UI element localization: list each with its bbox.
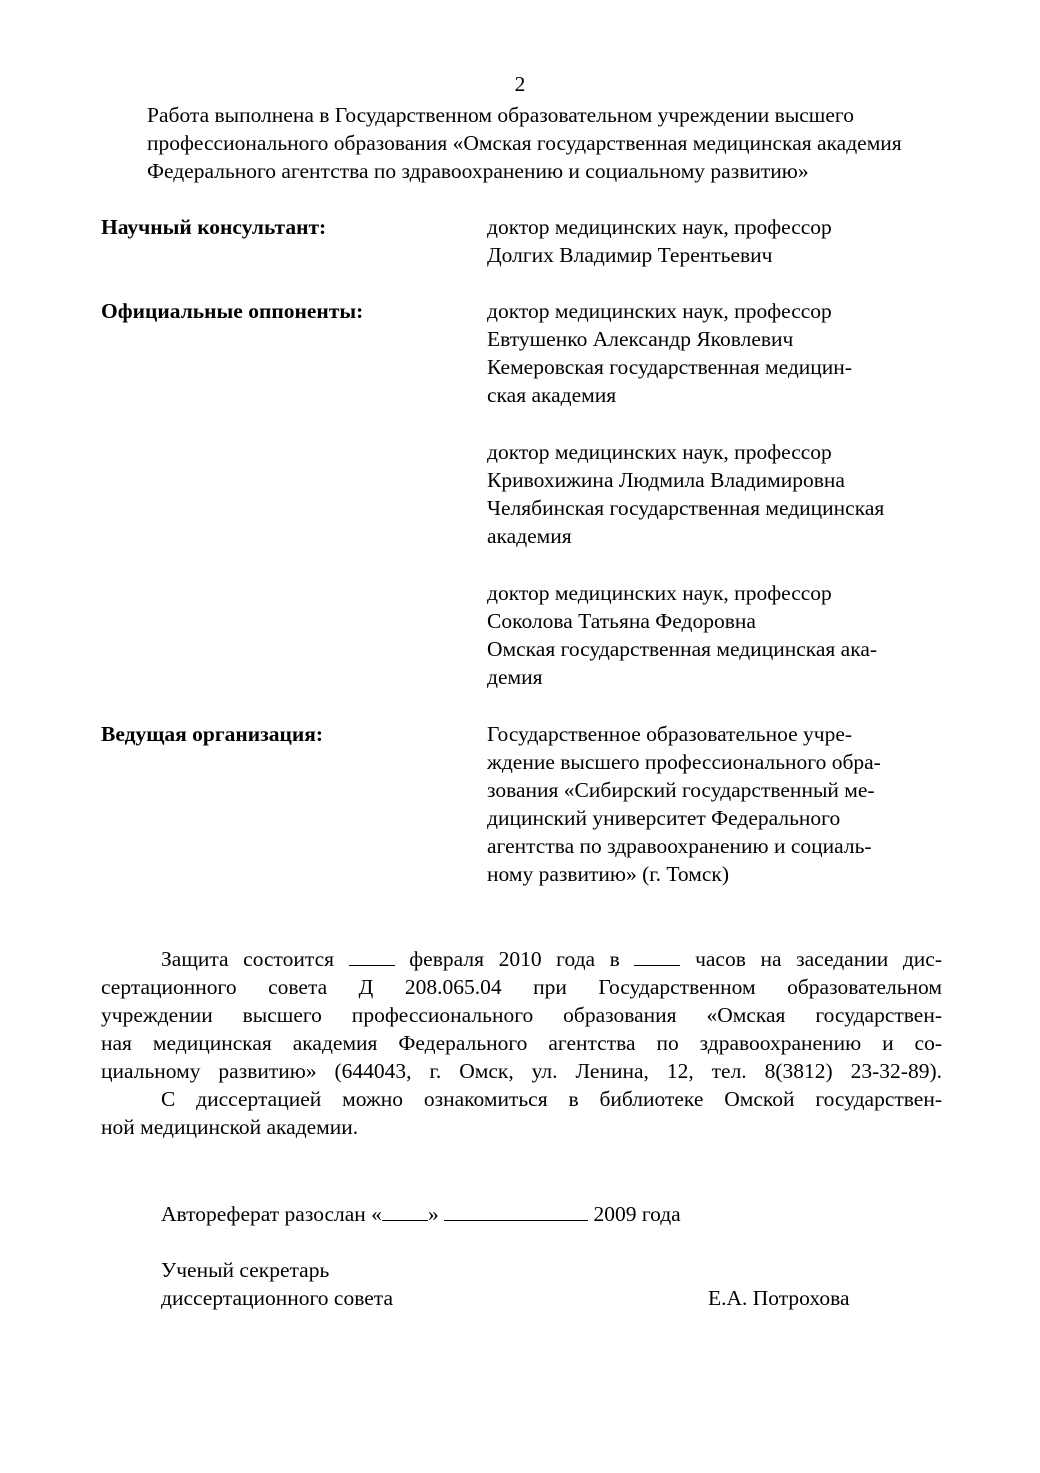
consultant-value <box>487 213 943 269</box>
opponent-line: Омская государственная медицинская ака- <box>487 637 878 661</box>
opponent-line: доктор медицинских наук, профессор <box>487 440 832 464</box>
intro-line: профессионального образования «Омская государственная медицинская академия <box>147 131 902 155</box>
intro-line: Федерального агентства по здравоохранению и социальному развитию» <box>147 159 809 183</box>
secretary-name: Е.А. Потрохова <box>708 1286 850 1310</box>
opponent-line: Челябинская государственная медицинская <box>487 496 885 520</box>
defense-line: ная медицинская академия Федерального агентства по здравоохранению и со- <box>101 1031 942 1055</box>
defense-text: февраля 2010 года в <box>409 947 620 971</box>
opponent-entry <box>487 438 943 550</box>
leading-org-value <box>487 720 943 888</box>
opponents-label: Официальные оппоненты: <box>101 299 364 323</box>
library-line: С диссертацией можно ознакомиться в библиотеке Омской государствен- <box>161 1087 942 1111</box>
defense-line: учреждении высшего профессионального образования «Омская государствен- <box>101 1003 942 1027</box>
opponent-line: Евтушенко Александр Яковлевич <box>487 327 794 351</box>
defense-line: циальному развитию» (644043, г. Омск, ул. Ленина, 12, тел. 8(3812) 23-32-89). <box>101 1059 942 1083</box>
defense-line <box>101 945 942 973</box>
defense-paragraph <box>101 945 942 1141</box>
opponent-entry <box>487 297 943 409</box>
leading-org-line: Государственное образовательное учре- <box>487 722 853 746</box>
opponent-line: доктор медицинских наук, профессор <box>487 581 832 605</box>
leading-org-line: дицинский университет Федерального <box>487 806 841 830</box>
opponent-line: Кривохижина Людмила Владимировна <box>487 468 845 492</box>
defense-line: сертационного совета Д 208.065.04 при Государственном образовательном <box>101 975 942 999</box>
sent-prefix: Автореферат разослан « <box>161 1202 382 1226</box>
leading-org-line: ному развитию» (г. Томск) <box>487 862 730 886</box>
intro-paragraph <box>101 101 942 185</box>
leading-org-line: зования «Сибирский государственный ме- <box>487 778 875 802</box>
opponent-line: ская академия <box>487 383 617 407</box>
defense-text: Защита состоится <box>161 947 335 971</box>
day-blank <box>349 945 395 966</box>
defense-text: часов на заседании дис- <box>695 947 942 971</box>
consultant-line: доктор медицинских наук, профессор <box>487 215 832 239</box>
opponent-line: доктор медицинских наук, профессор <box>487 299 832 323</box>
sent-middle: » <box>427 1202 439 1226</box>
sent-suffix: 2009 года <box>593 1202 681 1226</box>
opponent-line: Кемеровская государственная медицин- <box>487 355 852 379</box>
sent-day-blank <box>382 1200 428 1221</box>
consultant-line: Долгих Владимир Терентьевич <box>487 243 773 267</box>
library-line: ной медицинской академии. <box>101 1115 359 1139</box>
intro-line: Работа выполнена в Государственном образовательном учреждении высшего <box>147 103 854 127</box>
secretary-block <box>161 1256 393 1312</box>
leading-org-label: Ведущая организация: <box>101 722 324 746</box>
secretary-title: Ученый секретарь <box>161 1258 330 1282</box>
opponent-line: Соколова Татьяна Федоровна <box>487 609 756 633</box>
sent-month-blank <box>444 1200 588 1221</box>
opponent-line: демия <box>487 665 543 689</box>
consultant-label: Научный консультант: <box>101 215 327 239</box>
leading-org-line: агентства по здравоохранению и социаль- <box>487 834 872 858</box>
opponent-line: академия <box>487 524 572 548</box>
secretary-council: диссертационного совета <box>161 1286 393 1310</box>
page-number: 2 <box>514 72 526 96</box>
hour-blank <box>634 945 680 966</box>
leading-org-line: ждение высшего профессионального обра- <box>487 750 881 774</box>
abstract-sent-line <box>161 1200 681 1228</box>
opponent-entry <box>487 579 943 691</box>
